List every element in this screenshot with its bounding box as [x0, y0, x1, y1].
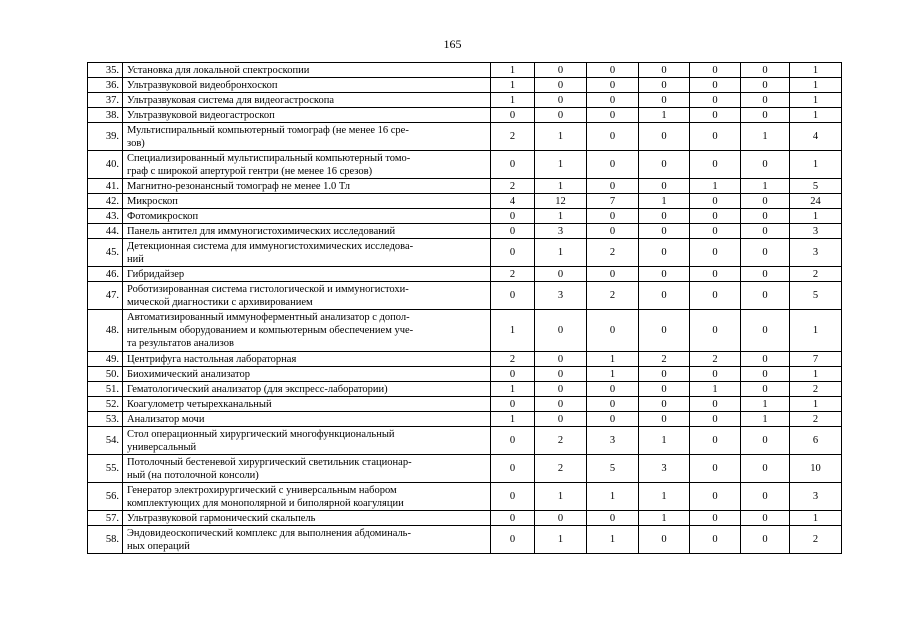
value-cell: 0: [491, 224, 535, 239]
value-cell: 0: [535, 382, 587, 397]
value-cell: 0: [690, 63, 741, 78]
value-cell: 0: [639, 367, 690, 382]
total-cell: 2: [790, 267, 842, 282]
total-cell: 5: [790, 179, 842, 194]
equipment-name: [123, 511, 491, 526]
value-cell: 0: [741, 239, 790, 267]
table-row: [88, 511, 842, 526]
value-cell: 1: [690, 179, 741, 194]
equipment-name: [123, 93, 491, 108]
row-number: 56.: [88, 483, 123, 511]
value-cell: 1: [491, 78, 535, 93]
total-cell: 1: [790, 511, 842, 526]
equipment-name-line: ный (на потолочной консоли): [127, 469, 259, 481]
value-cell: 2: [587, 239, 639, 267]
row-number: 36.: [88, 78, 123, 93]
row-number: 42.: [88, 194, 123, 209]
equipment-name: [123, 412, 491, 427]
value-cell: 0: [639, 179, 690, 194]
equipment-name: [123, 194, 491, 209]
equipment-name: [123, 267, 491, 282]
row-number: 51.: [88, 382, 123, 397]
equipment-name: [123, 455, 491, 483]
equipment-name-line: Ультразвуковой видеогастроскоп: [127, 109, 275, 121]
equipment-name-line: Эндовидеоскопический комплекс для выполнения абдоминаль-: [127, 527, 411, 539]
value-cell: 0: [741, 224, 790, 239]
value-cell: 0: [741, 310, 790, 352]
value-cell: 1: [741, 123, 790, 151]
value-cell: 0: [690, 367, 741, 382]
equipment-name-line: Ультразвуковая система для видеогастроскопа: [127, 94, 335, 106]
row-number: 57.: [88, 511, 123, 526]
total-cell: 1: [790, 108, 842, 123]
value-cell: 0: [535, 511, 587, 526]
equipment-name-line: комплектующих для монополярной и биполярной коагуляции: [127, 497, 404, 509]
value-cell: 0: [639, 382, 690, 397]
total-cell: 24: [790, 194, 842, 209]
equipment-name-line: Магнитно-резонансный томограф не менее 1.0 Тл: [127, 180, 351, 192]
row-number: 41.: [88, 179, 123, 194]
value-cell: 0: [491, 367, 535, 382]
table-row: [88, 412, 842, 427]
value-cell: 1: [741, 412, 790, 427]
total-cell: 5: [790, 282, 842, 310]
table-row: [88, 367, 842, 382]
value-cell: 0: [741, 427, 790, 455]
equipment-name: [123, 352, 491, 367]
value-cell: 0: [491, 483, 535, 511]
value-cell: 1: [587, 352, 639, 367]
value-cell: 0: [639, 239, 690, 267]
equipment-name: [123, 151, 491, 179]
value-cell: 0: [587, 93, 639, 108]
table-row: [88, 224, 842, 239]
equipment-name-line: Биохимический анализатор: [127, 368, 250, 380]
value-cell: 1: [535, 526, 587, 554]
value-cell: 1: [535, 239, 587, 267]
value-cell: 1: [639, 108, 690, 123]
value-cell: 0: [587, 63, 639, 78]
table-row: [88, 78, 842, 93]
value-cell: 3: [639, 455, 690, 483]
value-cell: 0: [491, 397, 535, 412]
value-cell: 0: [639, 209, 690, 224]
equipment-name-line: мической диагностики с архивированием: [127, 296, 313, 308]
row-number: 39.: [88, 123, 123, 151]
value-cell: 0: [535, 352, 587, 367]
equipment-name-line: Детекционная система для иммуногистохимических исследова-: [127, 240, 414, 252]
equipment-table: [87, 62, 842, 554]
table-row: [88, 455, 842, 483]
equipment-name-line: Ультразвуковой видеобронхоскоп: [127, 79, 278, 91]
value-cell: 0: [587, 412, 639, 427]
equipment-name: [123, 367, 491, 382]
value-cell: 0: [741, 267, 790, 282]
value-cell: 0: [587, 209, 639, 224]
total-cell: 7: [790, 352, 842, 367]
equipment-name: [123, 282, 491, 310]
value-cell: 0: [587, 179, 639, 194]
table-row: [88, 352, 842, 367]
table-row: [88, 382, 842, 397]
value-cell: 3: [535, 224, 587, 239]
value-cell: 0: [639, 412, 690, 427]
value-cell: 1: [639, 511, 690, 526]
equipment-name: [123, 78, 491, 93]
total-cell: 4: [790, 123, 842, 151]
total-cell: 3: [790, 224, 842, 239]
table-row: [88, 282, 842, 310]
row-number: 55.: [88, 455, 123, 483]
equipment-name-line: универсальный: [127, 441, 197, 453]
total-cell: 1: [790, 397, 842, 412]
total-cell: 1: [790, 63, 842, 78]
value-cell: 0: [639, 93, 690, 108]
value-cell: 1: [491, 93, 535, 108]
table-row: [88, 239, 842, 267]
value-cell: 0: [587, 397, 639, 412]
value-cell: 0: [690, 123, 741, 151]
value-cell: 0: [587, 108, 639, 123]
equipment-name-line: Установка для локальной спектроскопии: [127, 64, 310, 76]
row-number: 37.: [88, 93, 123, 108]
table-row: [88, 526, 842, 554]
equipment-name-line: Автоматизированный иммуноферментный анализатор с допол-: [127, 312, 410, 323]
equipment-name-line: Панель антител для иммуногистохимических исследований: [127, 225, 396, 237]
value-cell: 0: [741, 526, 790, 554]
table-row: [88, 151, 842, 179]
value-cell: 2: [491, 179, 535, 194]
value-cell: 0: [639, 151, 690, 179]
value-cell: 1: [535, 151, 587, 179]
value-cell: 5: [587, 455, 639, 483]
value-cell: 2: [491, 267, 535, 282]
total-cell: 2: [790, 526, 842, 554]
row-number: 49.: [88, 352, 123, 367]
row-number: 44.: [88, 224, 123, 239]
value-cell: 1: [741, 179, 790, 194]
equipment-name-line: Центрифуга настольная лабораторная: [127, 353, 297, 365]
value-cell: 0: [535, 63, 587, 78]
value-cell: 0: [535, 397, 587, 412]
value-cell: 0: [690, 310, 741, 352]
equipment-name: [123, 209, 491, 224]
value-cell: 0: [491, 526, 535, 554]
value-cell: 1: [535, 179, 587, 194]
value-cell: 0: [690, 209, 741, 224]
row-number: 53.: [88, 412, 123, 427]
value-cell: 0: [639, 397, 690, 412]
equipment-name: [123, 224, 491, 239]
equipment-name: [123, 483, 491, 511]
value-cell: 0: [535, 310, 587, 352]
row-number: 58.: [88, 526, 123, 554]
value-cell: 2: [690, 352, 741, 367]
value-cell: 0: [741, 209, 790, 224]
equipment-name-line: зов): [127, 137, 145, 149]
equipment-name-line: Фотомикроскоп: [127, 210, 199, 222]
value-cell: 0: [690, 108, 741, 123]
value-cell: 0: [587, 78, 639, 93]
table-row: [88, 179, 842, 194]
equipment-name-line: Специализированный мультиспиральный компьютерный томо-: [127, 152, 411, 164]
value-cell: 0: [741, 455, 790, 483]
value-cell: 0: [535, 412, 587, 427]
value-cell: 0: [639, 282, 690, 310]
value-cell: 0: [639, 224, 690, 239]
table-row: [88, 93, 842, 108]
value-cell: 0: [587, 511, 639, 526]
value-cell: 0: [741, 382, 790, 397]
total-cell: 2: [790, 412, 842, 427]
equipment-name-line: ний: [127, 253, 144, 265]
value-cell: 0: [535, 267, 587, 282]
value-cell: 0: [491, 455, 535, 483]
total-cell: 1: [790, 78, 842, 93]
value-cell: 0: [690, 526, 741, 554]
total-cell: 10: [790, 455, 842, 483]
value-cell: 1: [587, 483, 639, 511]
value-cell: 0: [639, 78, 690, 93]
table-row: [88, 427, 842, 455]
equipment-name-line: Коагулометр четырехканальный: [127, 398, 272, 410]
value-cell: 0: [587, 123, 639, 151]
value-cell: 1: [491, 412, 535, 427]
value-cell: 1: [587, 526, 639, 554]
row-number: 48.: [88, 310, 123, 352]
value-cell: 0: [690, 78, 741, 93]
row-number: 40.: [88, 151, 123, 179]
value-cell: 2: [639, 352, 690, 367]
table-row: [88, 209, 842, 224]
value-cell: 0: [491, 282, 535, 310]
value-cell: 1: [639, 483, 690, 511]
value-cell: 0: [741, 282, 790, 310]
value-cell: 0: [587, 382, 639, 397]
value-cell: 0: [639, 267, 690, 282]
value-cell: 2: [535, 455, 587, 483]
equipment-name: [123, 526, 491, 554]
value-cell: 1: [535, 483, 587, 511]
value-cell: 1: [491, 310, 535, 352]
value-cell: 0: [690, 239, 741, 267]
value-cell: 1: [741, 397, 790, 412]
equipment-name-line: Потолочный бестеневой хирургический светильник стационар-: [127, 456, 412, 468]
value-cell: 0: [639, 63, 690, 78]
row-number: 50.: [88, 367, 123, 382]
value-cell: 0: [690, 511, 741, 526]
equipment-name: [123, 397, 491, 412]
value-cell: 0: [741, 352, 790, 367]
value-cell: 0: [690, 397, 741, 412]
row-number: 46.: [88, 267, 123, 282]
row-number: 54.: [88, 427, 123, 455]
equipment-name: [123, 382, 491, 397]
equipment-name-line: Стол операционный хирургический многофункциональный: [127, 428, 395, 440]
value-cell: 0: [535, 78, 587, 93]
total-cell: 1: [790, 367, 842, 382]
page-number: 165: [443, 37, 462, 51]
value-cell: 0: [690, 267, 741, 282]
equipment-name-line: граф с широкой апертурой гентри (не менее 16 срезов): [127, 165, 373, 177]
value-cell: 0: [690, 427, 741, 455]
value-cell: 1: [639, 194, 690, 209]
value-cell: 0: [587, 310, 639, 352]
value-cell: 0: [690, 282, 741, 310]
equipment-name: [123, 179, 491, 194]
equipment-name-line: Микроскоп: [127, 195, 178, 207]
value-cell: 0: [535, 367, 587, 382]
value-cell: 0: [690, 93, 741, 108]
value-cell: 0: [491, 108, 535, 123]
value-cell: 0: [639, 310, 690, 352]
value-cell: 0: [690, 455, 741, 483]
value-cell: 12: [535, 194, 587, 209]
row-number: 47.: [88, 282, 123, 310]
value-cell: 0: [741, 367, 790, 382]
value-cell: 2: [491, 123, 535, 151]
value-cell: 0: [690, 151, 741, 179]
table-row: [88, 483, 842, 511]
value-cell: 0: [690, 483, 741, 511]
value-cell: 1: [491, 63, 535, 78]
equipment-name-line: Гематологический анализатор (для экспресс-лаборатории): [127, 383, 388, 395]
value-cell: 0: [741, 78, 790, 93]
value-cell: 0: [535, 108, 587, 123]
value-cell: 2: [491, 352, 535, 367]
value-cell: 0: [690, 194, 741, 209]
value-cell: 0: [491, 511, 535, 526]
row-number: 45.: [88, 239, 123, 267]
equipment-name-line: Гибридайзер: [127, 268, 185, 280]
value-cell: 0: [491, 427, 535, 455]
equipment-name-line: та результатов анализов: [127, 338, 234, 349]
row-number: 43.: [88, 209, 123, 224]
value-cell: 0: [491, 209, 535, 224]
value-cell: 0: [587, 267, 639, 282]
value-cell: 0: [690, 224, 741, 239]
table-row: [88, 397, 842, 412]
value-cell: 0: [741, 511, 790, 526]
value-cell: 0: [741, 63, 790, 78]
total-cell: 1: [790, 209, 842, 224]
value-cell: 1: [690, 382, 741, 397]
equipment-name: [123, 123, 491, 151]
value-cell: 0: [639, 526, 690, 554]
value-cell: 0: [690, 412, 741, 427]
value-cell: 1: [491, 382, 535, 397]
table-row: [88, 310, 842, 352]
equipment-name: [123, 239, 491, 267]
equipment-name: [123, 63, 491, 78]
table-row: [88, 123, 842, 151]
total-cell: 3: [790, 239, 842, 267]
equipment-name: [123, 310, 491, 352]
total-cell: 2: [790, 382, 842, 397]
table-row: [88, 267, 842, 282]
value-cell: 0: [587, 224, 639, 239]
equipment-name-line: Анализатор мочи: [127, 413, 205, 425]
total-cell: 1: [790, 151, 842, 179]
value-cell: 1: [535, 209, 587, 224]
value-cell: 7: [587, 194, 639, 209]
value-cell: 4: [491, 194, 535, 209]
value-cell: 3: [535, 282, 587, 310]
value-cell: 0: [741, 108, 790, 123]
value-cell: 2: [535, 427, 587, 455]
value-cell: 1: [535, 123, 587, 151]
row-number: 38.: [88, 108, 123, 123]
table-row: [88, 108, 842, 123]
equipment-name-line: Мультиспиральный компьютерный томограф (не менее 16 сре-: [127, 124, 409, 136]
value-cell: 0: [491, 239, 535, 267]
value-cell: 0: [639, 123, 690, 151]
value-cell: 0: [491, 151, 535, 179]
table-row: [88, 194, 842, 209]
equipment-name-line: нительным оборудованием и компьютерным обеспечением уче-: [127, 325, 414, 336]
equipment-name-line: Ультразвуковой гармонический скальпель: [127, 512, 316, 524]
equipment-name-line: ных операций: [127, 540, 190, 552]
table-row: [88, 63, 842, 78]
value-cell: 1: [587, 367, 639, 382]
value-cell: 2: [587, 282, 639, 310]
row-number: 35.: [88, 63, 123, 78]
value-cell: 0: [587, 151, 639, 179]
total-cell: 1: [790, 310, 842, 352]
value-cell: 0: [741, 194, 790, 209]
total-cell: 1: [790, 93, 842, 108]
value-cell: 1: [639, 427, 690, 455]
value-cell: 0: [741, 93, 790, 108]
row-number: 52.: [88, 397, 123, 412]
equipment-name: [123, 108, 491, 123]
value-cell: 0: [741, 151, 790, 179]
equipment-name-line: Генератор электрохирургический с универсальным набором: [127, 484, 397, 496]
total-cell: 3: [790, 483, 842, 511]
value-cell: 0: [535, 93, 587, 108]
equipment-name-line: Роботизированная система гистологической и иммуногистохи-: [127, 283, 409, 295]
total-cell: 6: [790, 427, 842, 455]
value-cell: 0: [741, 483, 790, 511]
equipment-name: [123, 427, 491, 455]
value-cell: 3: [587, 427, 639, 455]
